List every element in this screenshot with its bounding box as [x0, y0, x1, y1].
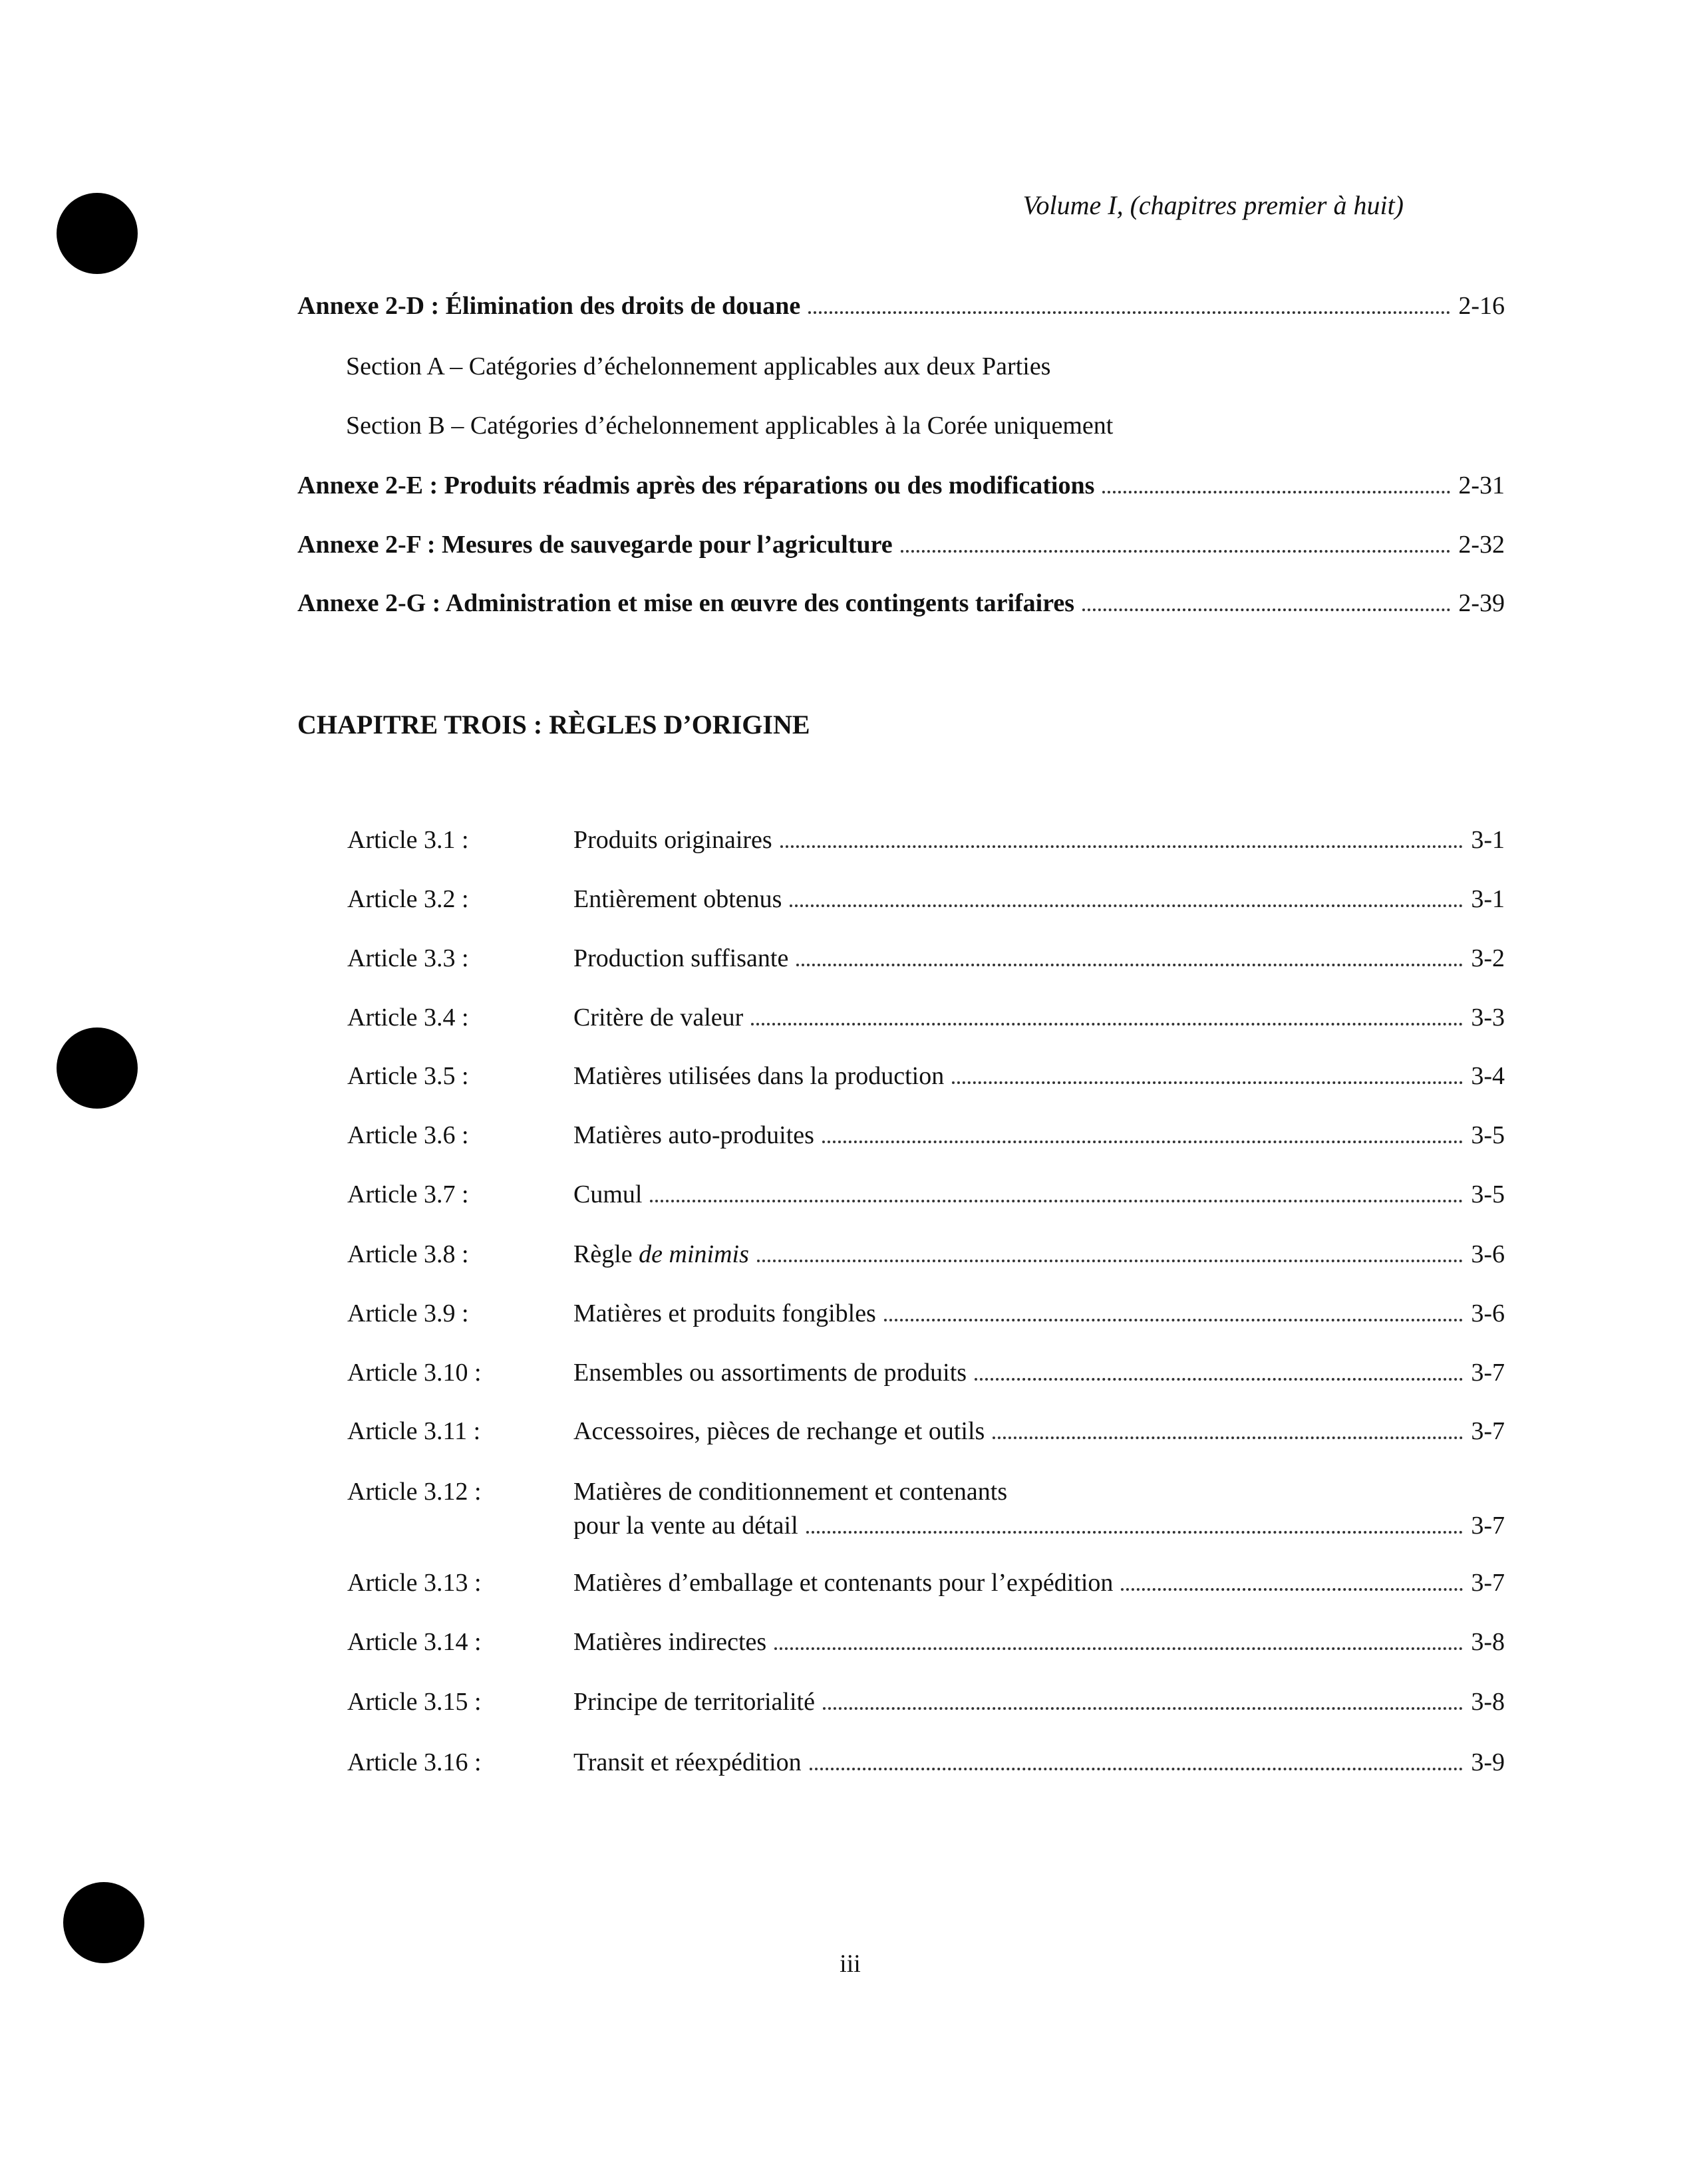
toc-entry-page: 3-8 — [1471, 1628, 1505, 1656]
toc-entry-title: Annexe 2-D : Élimination des droits de douane — [297, 292, 801, 320]
toc-entry-page: 3-8 — [1471, 1688, 1505, 1716]
toc-subentry-section-b[interactable]: Section B – Catégories d’échelonnement applicables à la Corée uniquement — [346, 412, 1114, 440]
toc-entry-title: Principe de territorialité — [573, 1688, 815, 1716]
toc-entry-title: pour la vente au détail — [573, 1512, 798, 1540]
dot-leader — [1102, 491, 1450, 493]
toc-entry-article[interactable] — [573, 1002, 1505, 1033]
toc-entry-article[interactable] — [573, 1239, 1505, 1270]
toc-entry-article[interactable] — [573, 1120, 1505, 1151]
toc-entry-article[interactable] — [573, 1416, 1505, 1446]
article-label: Article 3.3 : — [347, 944, 469, 972]
article-label: Article 3.6 : — [347, 1121, 469, 1149]
toc-entry-article[interactable] — [573, 1298, 1505, 1329]
toc-entry-page: 3-7 — [1471, 1512, 1505, 1540]
chapter-heading: CHAPITRE TROIS : RÈGLES D’ORIGINE — [297, 710, 810, 740]
toc-entry-title: Annexe 2-F : Mesures de sauvegarde pour l’agriculture — [297, 531, 893, 559]
toc-subentry-section-a[interactable]: Section A – Catégories d’échelonnement applicables aux deux Parties — [346, 352, 1051, 380]
dot-leader — [757, 1260, 1463, 1262]
article-label: Article 3.15 : — [347, 1688, 482, 1716]
toc-entry-title: Accessoires, pièces de rechange et outils — [573, 1417, 985, 1445]
binder-hole — [63, 1882, 144, 1963]
dot-leader — [823, 1707, 1463, 1710]
toc-entry-page: 3-7 — [1471, 1417, 1505, 1445]
toc-entry-title-line1[interactable]: Matières de conditionnement et contenants — [573, 1478, 1008, 1506]
article-label: Article 3.2 : — [347, 885, 469, 913]
dot-leader — [808, 311, 1450, 314]
dot-leader — [790, 904, 1463, 907]
toc-entry-title: Matières indirectes — [573, 1628, 767, 1656]
article-label: Article 3.14 : — [347, 1628, 482, 1656]
toc-entry-article[interactable] — [573, 1747, 1505, 1778]
toc-entry-annexe-2-g[interactable] — [297, 588, 1505, 618]
toc-entry-page: 2-16 — [1458, 292, 1505, 320]
toc-entry-page: 3-7 — [1471, 1359, 1505, 1387]
toc-entry-article[interactable] — [573, 1061, 1505, 1091]
toc-entry-article[interactable] — [573, 884, 1505, 914]
toc-entry-title: Cumul — [573, 1180, 643, 1208]
article-label: Article 3.1 : — [347, 826, 469, 854]
toc-entry-article[interactable] — [573, 1568, 1505, 1598]
dot-leader — [774, 1647, 1463, 1650]
dot-leader — [884, 1319, 1463, 1321]
dot-leader — [1082, 609, 1450, 611]
toc-entry-annexe-2-e[interactable] — [297, 470, 1505, 501]
toc-entry-page: 3-9 — [1471, 1748, 1505, 1776]
dot-leader — [796, 964, 1463, 966]
toc-entry-page: 3-1 — [1471, 826, 1505, 854]
toc-entry-page: 3-1 — [1471, 885, 1505, 913]
toc-entry-title: Matières utilisées dans la production — [573, 1062, 945, 1090]
dot-leader — [806, 1531, 1464, 1534]
toc-entry-title: Annexe 2-G : Administration et mise en œuvre des contingents tarifaires — [297, 589, 1075, 617]
article-label: Article 3.13 : — [347, 1569, 482, 1597]
toc-entry-title: Matières et produits fongibles — [573, 1299, 876, 1327]
toc-entry-title: Critère de valeur — [573, 1004, 744, 1031]
toc-entry-annexe-2-f[interactable] — [297, 529, 1505, 560]
article-label: Article 3.5 : — [347, 1062, 469, 1090]
dot-leader — [952, 1081, 1463, 1084]
toc-entry-article[interactable] — [573, 943, 1505, 974]
toc-entry-article[interactable] — [573, 1687, 1505, 1717]
toc-entry-title: Production suffisante — [573, 944, 789, 972]
toc-entry-page: 2-39 — [1458, 589, 1505, 617]
dot-leader — [1121, 1588, 1463, 1591]
toc-entry-page: 3-2 — [1471, 944, 1505, 972]
article-label: Article 3.9 : — [347, 1299, 469, 1327]
toc-entry-page: 3-4 — [1471, 1062, 1505, 1090]
toc-entry-article[interactable] — [573, 825, 1505, 855]
toc-entry-title: Ensembles ou assortiments de produits — [573, 1359, 967, 1387]
dot-leader — [751, 1023, 1463, 1025]
page-number: iii — [840, 1950, 861, 1978]
toc-entry-page: 3-3 — [1471, 1004, 1505, 1031]
dot-leader — [901, 550, 1451, 553]
toc-entry-page: 3-5 — [1471, 1121, 1505, 1149]
dot-leader — [780, 845, 1464, 848]
dot-leader — [975, 1378, 1463, 1381]
toc-entry-annexe-2-d[interactable] — [297, 291, 1505, 321]
toc-entry-title: Transit et réexpédition — [573, 1748, 802, 1776]
dot-leader — [993, 1436, 1463, 1439]
toc-entry-page: 2-32 — [1458, 531, 1505, 559]
article-label: Article 3.8 : — [347, 1240, 469, 1268]
article-label: Article 3.12 : — [347, 1478, 482, 1506]
toc-entry-title: Produits originaires — [573, 826, 772, 854]
toc-entry-title: Entièrement obtenus — [573, 885, 782, 913]
toc-entry-page: 3-6 — [1471, 1299, 1505, 1327]
dot-leader — [650, 1200, 1463, 1202]
binder-hole — [57, 193, 138, 274]
article-label: Article 3.4 : — [347, 1004, 469, 1031]
article-label: Article 3.16 : — [347, 1748, 482, 1776]
dot-leader — [810, 1768, 1464, 1770]
toc-entry-title-roman: Règle — [573, 1240, 639, 1268]
toc-entry-article[interactable] — [573, 1627, 1505, 1657]
article-label: Article 3.10 : — [347, 1359, 482, 1387]
dot-leader — [822, 1141, 1463, 1143]
toc-entry-article[interactable] — [573, 1179, 1505, 1210]
toc-entry-title: Matières d’emballage et contenants pour l’expédition — [573, 1569, 1114, 1597]
running-header: Volume I, (chapitres premier à huit) — [1022, 190, 1404, 220]
toc-entry-title-italic: de minimis — [639, 1240, 749, 1268]
toc-entry-page: 2-31 — [1458, 472, 1505, 499]
toc-entry-article[interactable] — [573, 1357, 1505, 1388]
toc-entry-page: 3-6 — [1471, 1240, 1505, 1268]
article-label: Article 3.7 : — [347, 1180, 469, 1208]
toc-entry-page: 3-7 — [1471, 1569, 1505, 1597]
toc-entry-title: Annexe 2-E : Produits réadmis après des réparations ou des modifications — [297, 472, 1095, 499]
toc-entry-page: 3-5 — [1471, 1180, 1505, 1208]
toc-entry-title: Matières auto-produites — [573, 1121, 814, 1149]
binder-hole — [57, 1027, 138, 1109]
toc-entry-title — [573, 1239, 757, 1270]
toc-entry-article[interactable] — [573, 1510, 1505, 1541]
article-label: Article 3.11 : — [347, 1417, 481, 1445]
